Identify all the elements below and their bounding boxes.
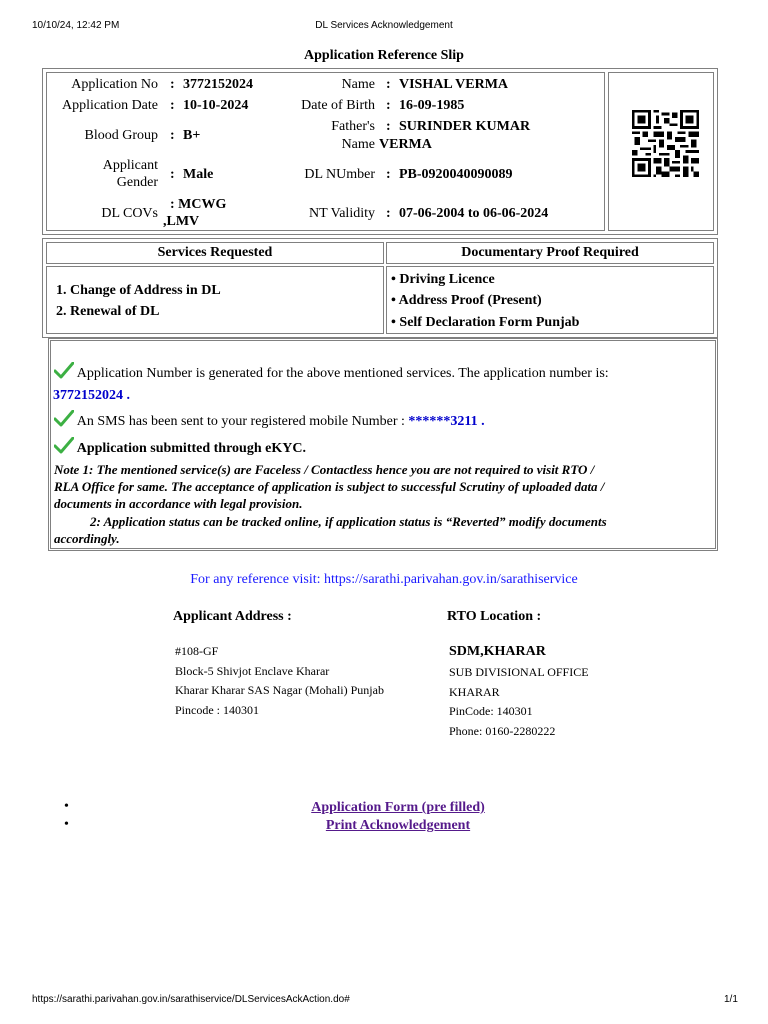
- bullet-icon: •: [64, 799, 69, 814]
- mobile-number: ******3211 .: [408, 414, 485, 429]
- print-page-title: DL Services Acknowledgement: [315, 20, 453, 31]
- address-line: Block-5 Shivjot Enclave Kharar: [175, 663, 330, 678]
- dob-value: 16-09-1985: [399, 98, 465, 113]
- father-label-line1: Father's: [331, 119, 375, 134]
- service-item: 2. Renewal of DL: [56, 304, 160, 319]
- dl-number-value: PB-0920040090089: [399, 167, 513, 182]
- application-no-label: Application No: [71, 77, 158, 92]
- nt-validity-colon: :: [386, 206, 391, 221]
- documentary-proof-header: Documentary Proof Required: [461, 245, 639, 260]
- print-datetime: 10/10/24, 12:42 PM: [32, 20, 120, 31]
- note1-line3: documents in accordance with legal provision.: [54, 496, 303, 511]
- rto-name: SDM,KHARAR: [449, 644, 546, 659]
- application-date-colon: :: [170, 98, 175, 113]
- nt-validity-value: 07-06-2004 to 06-06-2024: [399, 206, 549, 221]
- service-item: 1. Change of Address in DL: [56, 283, 221, 298]
- dob-colon: :: [386, 98, 391, 113]
- rto-address-block: [449, 663, 589, 741]
- note1-line1: Note 1: The mentioned service(s) are Faceless / Contactless hence you are not required to visit RTO /: [54, 462, 595, 477]
- nt-validity-label: NT Validity: [309, 206, 375, 221]
- dl-covs-value-line1: : MCWG: [170, 197, 227, 212]
- qr-code-icon: [632, 108, 699, 179]
- address-line: #108-GF: [175, 644, 219, 658]
- dl-covs-label: DL COVs: [101, 206, 158, 221]
- proof-item: • Address Proof (Present): [391, 293, 542, 308]
- address-line: Pincode : 140301: [175, 702, 259, 717]
- application-generated-text: Application Number is generated for the above mentioned services. The application number is:: [76, 366, 609, 381]
- application-generated-notice: [54, 362, 714, 382]
- rto-line: Phone: 0160-2280222: [449, 723, 556, 738]
- rto-line: SUB DIVISIONAL OFFICE: [449, 665, 589, 679]
- generated-application-number: [53, 387, 130, 404]
- gender-colon: :: [170, 167, 175, 182]
- applicant-address-heading: Applicant Address :: [173, 609, 292, 624]
- application-no-colon: :: [170, 77, 175, 92]
- blood-group-label: Blood Group: [84, 128, 158, 143]
- note2-line1: 2: Application status can be tracked online, if application status is “Reverted” modify documents: [90, 514, 607, 529]
- reference-link-text: For any reference visit: https://sarathi.parivahan.gov.in/sarathiservice: [190, 572, 578, 587]
- check-icon: [54, 362, 74, 380]
- name-colon: :: [386, 77, 391, 92]
- rto-line: KHARAR: [449, 684, 500, 699]
- application-no-value: 3772152024: [183, 77, 253, 92]
- rto-location-heading: RTO Location :: [447, 609, 542, 624]
- gender-label-line1: Applicant: [102, 158, 158, 173]
- father-label-line2: Name: [341, 137, 375, 152]
- sms-notice: [54, 410, 485, 430]
- proof-item: • Self Declaration Form Punjab: [391, 315, 580, 330]
- dl-number-label: DL NUmber: [304, 167, 375, 182]
- bullet-icon: •: [64, 817, 69, 832]
- father-name-line1: SURINDER KUMAR: [399, 119, 531, 134]
- gender-label-line2: Gender: [116, 175, 158, 190]
- name-value: VISHAL VERMA: [399, 77, 509, 92]
- print-acknowledgement-link[interactable]: Print Acknowledgement: [325, 818, 471, 833]
- address-line: Kharar Kharar SAS Nagar (Mohali) Punjab: [175, 683, 384, 697]
- ekyc-text: Application submitted through eKYC.: [76, 441, 306, 456]
- slip-title: Application Reference Slip: [304, 48, 464, 63]
- sms-text: An SMS has been sent to your registered mobile Number :: [76, 414, 405, 429]
- print-page-number: 1/1: [724, 994, 738, 1005]
- blood-group-colon: :: [170, 128, 175, 143]
- services-body-cell: [46, 266, 384, 334]
- services-requested-header: Services Requested: [157, 245, 273, 260]
- generated-app-number-value: 3772152024 .: [53, 388, 130, 403]
- ekyc-notice: [54, 437, 306, 457]
- father-name-line2: VERMA: [379, 137, 432, 152]
- name-label: Name: [341, 77, 375, 92]
- proof-item: • Driving Licence: [391, 272, 495, 287]
- dob-label: Date of Birth: [301, 98, 375, 113]
- check-icon: [54, 437, 74, 455]
- dl-number-colon: :: [386, 167, 391, 182]
- dl-covs-value-line2: ,LMV: [163, 214, 200, 229]
- note1-line2: RLA Office for same. The acceptance of application is subject to successful Scrutiny of uploaded data /: [54, 479, 605, 494]
- blood-group-value: B+: [183, 128, 201, 143]
- print-footer-url: https://sarathi.parivahan.gov.in/sarathiservice/DLServicesAckAction.do#: [32, 994, 350, 1005]
- application-form-link[interactable]: Application Form (pre filled): [311, 800, 485, 815]
- application-date-value: 10-10-2024: [183, 98, 249, 113]
- note2-line2: accordingly.: [54, 531, 120, 546]
- father-colon: :: [386, 119, 391, 134]
- rto-line: PinCode: 140301: [449, 704, 533, 718]
- application-date-label: Application Date: [61, 98, 158, 113]
- gender-value: Male: [183, 167, 214, 182]
- check-icon: [54, 410, 74, 428]
- applicant-address-block: [175, 642, 384, 720]
